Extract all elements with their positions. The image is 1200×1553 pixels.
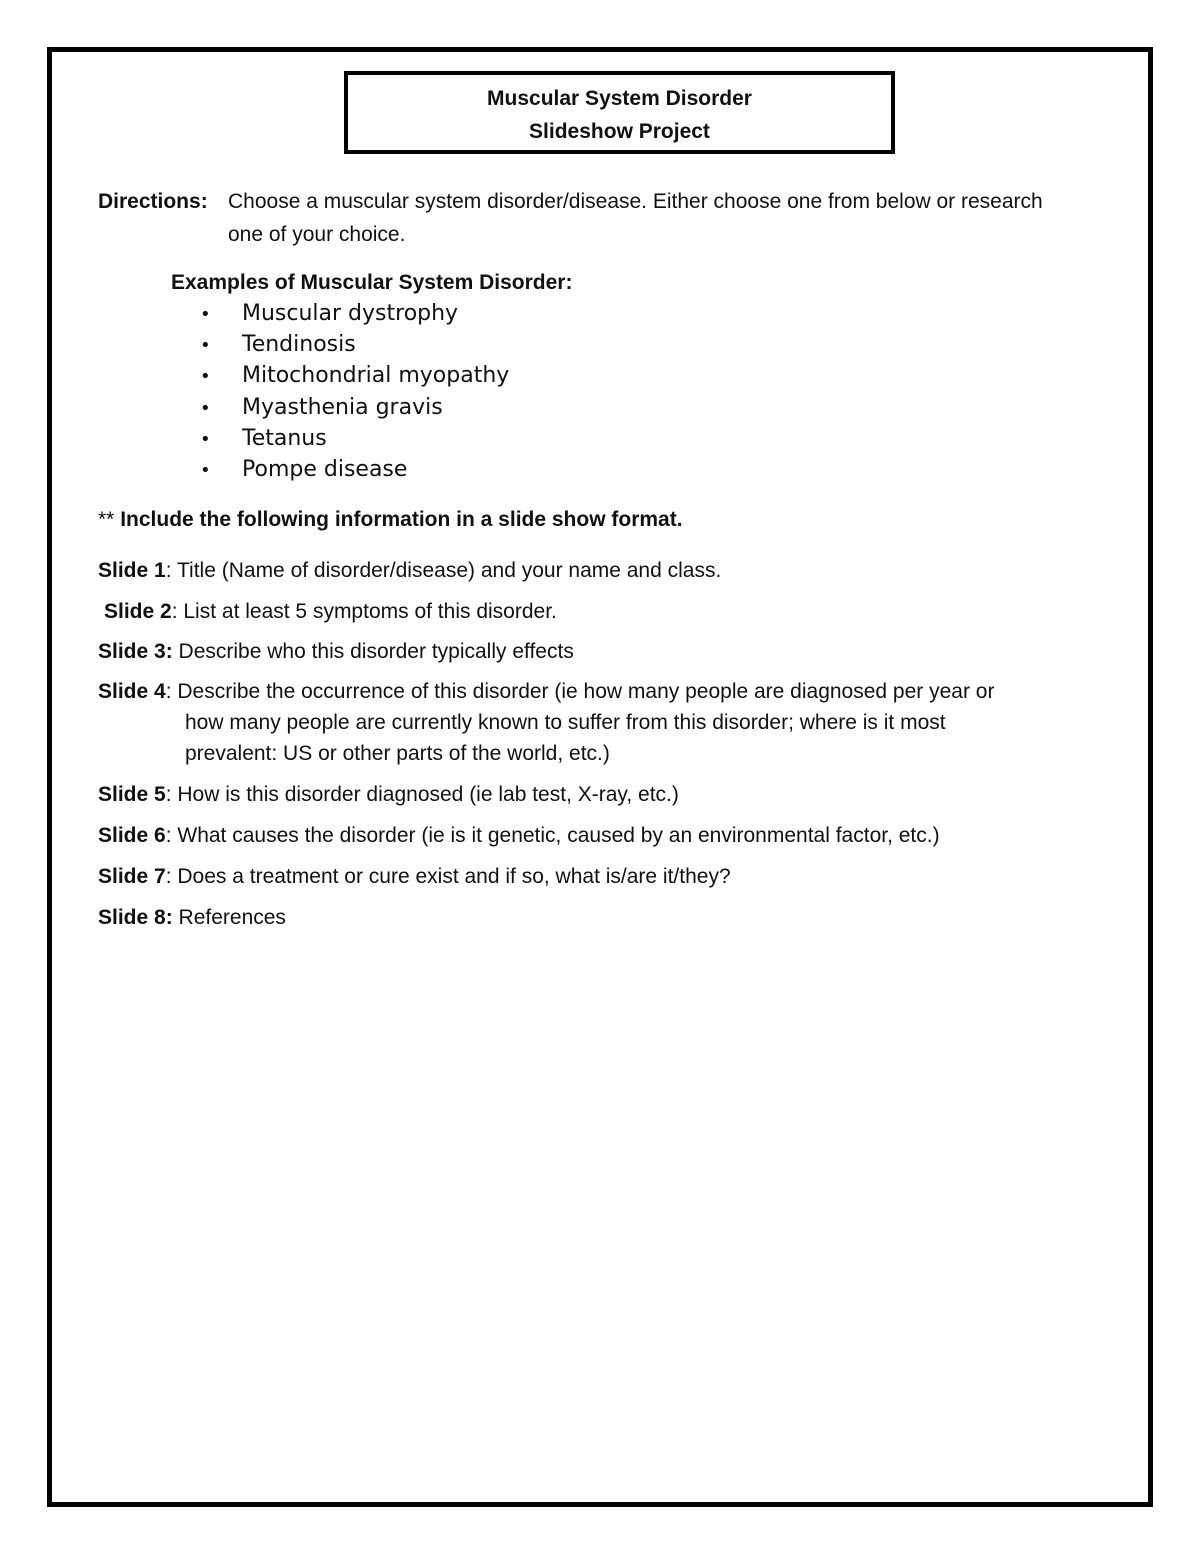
list-item (200, 329, 509, 360)
bullet-icon: • (200, 428, 211, 450)
slide-description: Title (Name of disorder/disease) and your name and class. (177, 559, 722, 582)
slide-separator: : (171, 600, 184, 623)
slide-description: Describe the occurrence of this disorder (ie how many people are diagnosed per year or (177, 680, 995, 703)
slide-label: Slide 4 (98, 680, 166, 703)
example-label: Muscular dystrophy (242, 301, 459, 326)
slide-description: How is this disorder diagnosed (ie lab test, X-ray, etc.) (177, 783, 679, 806)
slide-label: Slide 3: (98, 640, 173, 663)
slide-description: References (178, 906, 286, 929)
example-label: Tendinosis (242, 332, 356, 358)
list-item (200, 392, 509, 423)
page-border (47, 47, 1153, 1507)
slide-separator: : (165, 559, 177, 582)
slide-description: List at least 5 symptoms of this disorder. (183, 600, 557, 623)
slide-1-row (98, 556, 721, 586)
slide-description: What causes the disorder (ie is it genetic, caused by an environmental factor, etc.) (177, 824, 940, 847)
slide-5-row (98, 780, 679, 810)
slide-4-continuation-1: how many people are currently known to suffer from this disorder; where is it most (185, 711, 946, 734)
title-box (344, 71, 895, 154)
directions-text-line-1: Choose a muscular system disorder/disease. Either choose one from below or research (228, 190, 1043, 213)
slide-8-row (98, 903, 286, 933)
example-label: Mitochondrial myopathy (242, 363, 510, 389)
include-note (98, 504, 683, 536)
list-item (200, 298, 509, 329)
document-title: Muscular System Disorder (487, 87, 752, 110)
bullet-icon: • (200, 335, 211, 357)
slide-separator: : (165, 824, 178, 847)
slide-separator: : (165, 783, 178, 806)
slide-description: Describe who this disorder typically effects (178, 640, 574, 663)
example-label: Pompe disease (242, 456, 408, 482)
examples-list (200, 298, 509, 485)
bullet-icon: • (200, 366, 211, 388)
slide-label: Slide 1 (98, 559, 166, 582)
slide-label: Slide 7 (98, 865, 166, 888)
slide-separator: : (165, 680, 178, 703)
example-label: Tetanus (242, 425, 327, 451)
include-note-text: Include the following information in a slide show format. (120, 508, 683, 531)
slide-label: Slide 6 (98, 824, 166, 847)
list-item (200, 423, 509, 454)
directions-label: Directions: (98, 190, 208, 213)
bullet-icon: • (200, 459, 211, 481)
directions-text-line-2: one of your choice. (228, 223, 406, 246)
slide-3-row (98, 637, 574, 667)
bullet-icon: • (200, 304, 211, 325)
example-label: Myasthenia gravis (242, 394, 443, 420)
list-item (200, 360, 509, 391)
slide-separator: : (165, 865, 178, 888)
include-note-prefix: ** (98, 508, 121, 531)
list-item (200, 454, 509, 485)
slide-7-row (98, 862, 731, 892)
examples-heading: Examples of Muscular System Disorder: (171, 271, 573, 294)
slide-label: Slide 8: (98, 906, 173, 929)
slide-description: Does a treatment or cure exist and if so, what is/are it/they? (177, 865, 731, 888)
slide-4-continuation-2: prevalent: US or other parts of the world, etc.) (185, 742, 610, 765)
slide-label: Slide 2 (104, 600, 172, 623)
slide-6-row (98, 821, 940, 851)
slide-label: Slide 5 (98, 783, 166, 806)
slide-4-row (98, 677, 994, 707)
document-subtitle: Slideshow Project (529, 120, 710, 143)
bullet-icon: • (200, 397, 211, 419)
slide-2-row (104, 597, 557, 627)
